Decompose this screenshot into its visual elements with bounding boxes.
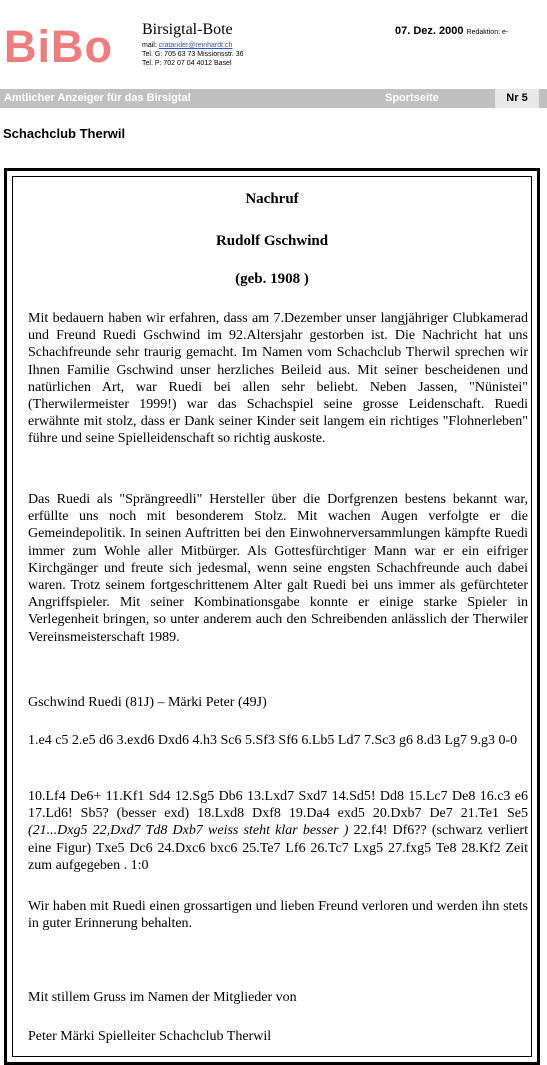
birth-year: (geb. 1908 )	[235, 271, 309, 287]
banner-section: Sportseite	[385, 92, 439, 104]
signature: Peter Märki Spielleiter Schachclub Therwil	[28, 1029, 272, 1044]
greeting: Mit stillem Gruss im Namen der Mitglieder von	[28, 990, 297, 1005]
banner-tagline: Amtlicher Anzeiger für das Birsigtal	[4, 92, 191, 104]
paragraph-closing: Wir haben mit Ruedi einen grossartigen und lieben Freund verloren und werden ihn stets in guter Erinnerung behalten.	[28, 899, 528, 932]
moves-part-b: 22.f4! Df6?? (schwarz verliert eine Figur) Txe5 Dc6 24.Dxc6 bxc6 25.Te7 Lf6 26.Tc7 Lxg5 27.fxg5 Te8 28.Kf2 Zeit zum aufgegeben . 1:0	[28, 823, 528, 873]
deceased-name: Rudolf Gschwind	[215, 233, 329, 249]
club-title: Schachclub Therwil	[3, 126, 126, 141]
moves-variation: (21...Dxg5 22,Dxd7 Td8 Dxb7 weiss steht klar besser )	[28, 823, 349, 839]
tel-private: Tel. P: 702 07 04 4012 Basel	[142, 60, 232, 67]
redaktion-label: Redaktion: e-	[466, 29, 509, 36]
contact-block	[142, 41, 244, 68]
bibo-logo: BiBo	[4, 21, 113, 72]
mail-label: mail:	[142, 42, 157, 49]
paragraph-intro: Mit bedauern haben wir erfahren, dass am 7.Dezember unser langjähriger Clubkamerad und Freund Ruedi Gschwind im 92.Altersjahr gestorben ist. Die Nachricht hat uns Schachfreunde sehr traurig gemacht. Im Namen vom Schachclub Therwil sprechen wir Ihnen Familie Gschwind unser herzliches Beileid aus. Mit seiner bescheidenen und natürlichen Art, war Ruedi bei allen sehr beliebt. Neben Jassen, "Nünistei" (Therwilermeister 1999!) war das Schachspiel seine grosse Leidenschaft. Ruedi erwähnte mit stolz, dass er Dank seiner Kinder seit langem ein richtiges "Flohnerleben" führe und seine Spielleidenschaft so richtig auskoste.	[28, 311, 528, 447]
section-banner	[0, 89, 547, 108]
moves-part-a: 10.Lf4 De6+ 11.Kf1 Sd4 12.Sg5 Db6 13.Lxd7 Sxd7 14.Sd5! Dd8 15.Lc7 De8 16.c3 e6 17.Ld6! Sb5? (besser exd) 18.Lxd8 Dxf8 19.Da4 exd5 20.Dxb7 De7 21.Te1 Se5	[28, 789, 528, 822]
paragraph-tribute: Das Ruedi als "Sprängreedli" Hersteller über die Dorfgrenzen bestens bekannt war, erfüllte uns noch mit besonderem Stolz. Mit wachen Augen verfolgte er die Gemeindepolitik. In seinen Auftritten bei den Einwohnerversammlungen kämpfte Ruedi immer zum Wohle aller Mitbürger. Als Gottesfürchtiger Mann war er ein eifriger Kirchgänger und freute sich jedesmal, wenn seine engsten Schachfreunde auch dabei waren. Trotz seinem fortgeschrittenem Alter galt Ruedi bei uns immer als gefürchteter Angriffspieler. Mit seiner Kombinationsgabe konnte er einige starke Spieler in Verlegenheit bringen, so unter anderem auch den Schreibenden anlässlich der Therwiler Vereinsmeisterschaft 1989.	[28, 492, 528, 645]
issue-date-block	[395, 25, 508, 37]
mail-link[interactable]: cratander@reinhardt.ch	[158, 42, 233, 49]
banner-issue-number: Nr 5	[495, 89, 539, 108]
article-heading: Nachruf	[245, 191, 299, 207]
game-moves	[28, 788, 528, 874]
article-body	[12, 176, 532, 1057]
game-players: Gschwind Ruedi (81J) – Märki Peter (49J)	[28, 695, 267, 710]
publication-name: Birsigtal-Bote	[142, 21, 233, 38]
game-opening-moves: 1.e4 c5 2.e5 d6 3.exd6 Dxd6 4.h3 Sc6 5.Sf3 Sf6 6.Lb5 Ld7 7.Sc3 g6 8.d3 Lg7 9.g3 0-0	[28, 733, 518, 748]
tel-business: Tel. G: 705 63 73 Missionsstr. 36	[142, 51, 244, 58]
article-frame	[4, 168, 540, 1065]
issue-date: 07. Dez. 2000	[395, 25, 464, 37]
